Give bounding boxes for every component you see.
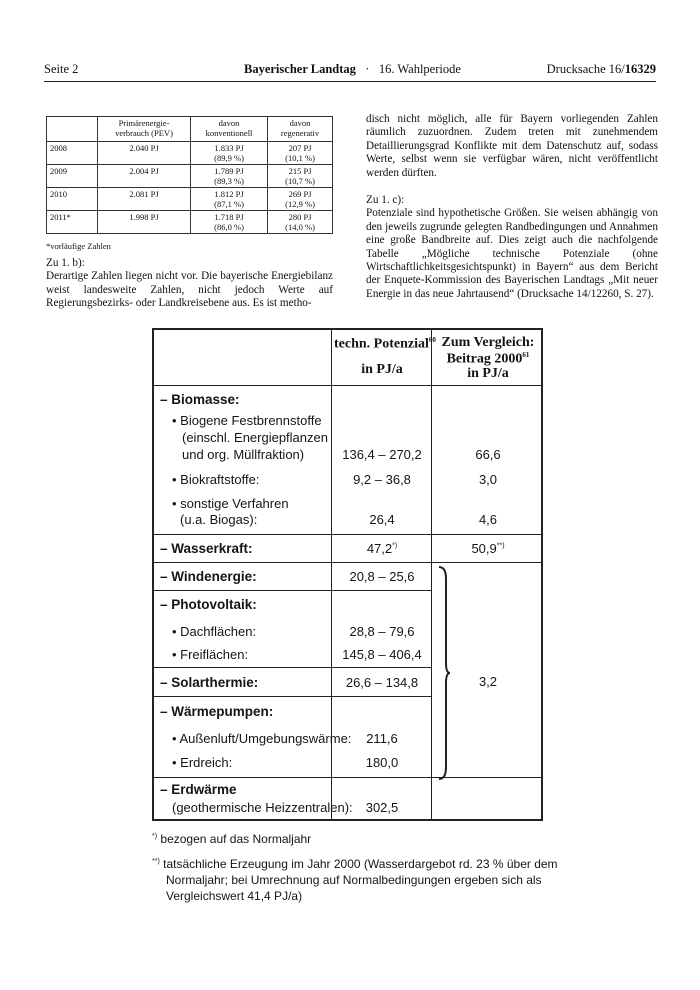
header-landtag: Bayerischer Landtag	[244, 62, 356, 76]
row-dachflaechen: • Dachflächen:	[172, 624, 257, 639]
row-wasserkraft: – Wasserkraft:	[160, 541, 253, 556]
festbrennstoffe-beitrag: 66,6	[475, 447, 501, 462]
dachflaechen-potential: 28,8 – 79,6	[349, 624, 415, 639]
paragraph-1b-cont: disch nicht möglich, alle für Bayern vorliegenden Zahlen räumlich zuzuordnen. Zudem treten mit zunehmendem Detaillierungsgrad Konflikte mit dem Datenschutz auf, sodass Werte, selbst wenn sie verfügbar wären, nicht veröffentlicht werden dürften.	[366, 113, 658, 179]
row-freiflaechen: • Freiflächen:	[172, 647, 249, 662]
row-reg: 215 PJ (10,7 %)	[268, 165, 333, 188]
row-erdwaerme-2: (geothermische Heizzentralen):	[172, 800, 353, 815]
row-year: 2011*	[47, 211, 98, 234]
pev-table-header-empty	[47, 117, 98, 142]
row-year: 2009	[47, 165, 98, 188]
row-sonstige-2: (u.a. Biogas):	[180, 512, 258, 527]
right-column	[366, 113, 658, 301]
table-row	[47, 211, 333, 234]
row-erdwaerme: – Erdwärme	[160, 782, 237, 797]
pev-table-header-konv: davon konventionell	[191, 117, 268, 142]
festbrennstoffe-potential: 136,4 – 270,2	[342, 447, 422, 462]
row-konv: 1.812 PJ (87,1 %)	[191, 188, 268, 211]
solarthermie-potential: 26,6 – 134,8	[345, 675, 419, 690]
row-pev: 1.998 PJ	[98, 211, 191, 234]
row-waermepumpen: – Wärmepumpen:	[160, 704, 274, 719]
page-number: Seite 2	[44, 62, 79, 76]
table-row	[47, 142, 333, 165]
row-reg: 280 PJ (14,0 %)	[268, 211, 333, 234]
section-heading-1c: Zu 1. c):	[366, 194, 405, 207]
group-beitrag: 3,2	[478, 674, 498, 689]
erdwaerme-potential: 302,5	[365, 800, 399, 815]
row-erdreich: • Erdreich:	[172, 755, 233, 770]
row-rule	[154, 590, 431, 591]
windenergie-potential: 20,8 – 25,6	[349, 569, 415, 584]
header-center	[244, 62, 461, 77]
header-rule	[154, 385, 541, 386]
table-row	[47, 165, 333, 188]
row-reg: 269 PJ (12,9 %)	[268, 188, 333, 211]
sonstige-beitrag: 4,6	[478, 512, 498, 527]
aussenluft-potential: 211,6	[366, 731, 398, 746]
row-solarthermie: – Solarthermie:	[160, 675, 259, 690]
row-rule	[154, 696, 431, 697]
row-pev: 2.004 PJ	[98, 165, 191, 188]
biokraftstoffe-potential: 9,2 – 36,8	[353, 472, 411, 487]
page-header	[44, 62, 656, 80]
col-header-potential: techn. Potenzial$^{60}$	[334, 336, 436, 352]
header-drucksache: Drucksache 16/16329	[546, 62, 656, 76]
paragraph-1c: Potenziale sind hypothetische Größen. Sie weisen abhängig von den jeweils zugrunde gelegten Randbedingungen und Annahmen eine große Bandbreite auf. Dies zeigt auch die nachfolgende Tabelle „Mögliche technische Potenziale (ohne Wirtschaftlichkeitsgesichtspunkt) in Bayern“ aus dem Bericht der Enquete-Kommission des Bayerischen Landtags „Mit neuer Energie in das neue Jahrtausend“ (Drucksache 14/12260, S. 27).	[366, 207, 658, 300]
row-aussenluft: • Außenluft/Umgebungswärme:	[172, 731, 352, 746]
section-heading-1b: Zu 1. b):	[46, 257, 85, 269]
row-konv: 1.718 PJ (86,0 %)	[191, 211, 268, 234]
paragraph-1b: Derartige Zahlen liegen nicht vor. Die bayerische Energiebilanz weist landesweite Zahlen, nicht jedoch Werte auf Regierungsbezirks- oder Landkreisebene aus. Es ist metho-	[46, 270, 333, 310]
col-header-potential-unit: in PJ/a	[361, 362, 403, 377]
row-pev: 2.040 PJ	[98, 142, 191, 165]
col-header-beitrag: Beitrag 2000$^{61}$	[446, 351, 530, 367]
row-year: 2008	[47, 142, 98, 165]
freiflaechen-potential: 145,8 – 406,4	[342, 647, 422, 662]
header-separator: ·	[365, 62, 370, 76]
row-photovoltaik: – Photovoltaik:	[160, 597, 257, 612]
row-rule	[154, 667, 431, 668]
header-rule	[44, 81, 656, 82]
table-col-divider	[431, 330, 432, 819]
header-wahlperiode: 16. Wahlperiode	[378, 62, 461, 76]
table-row	[47, 188, 333, 211]
footnote-2: **) tatsächliche Erzeugung im Jahr 2000 (Wasserdargebot rd. 23 % über dem Normaljahr; bei Umrechnung auf Normalbedingungen ergeben sich als Vergleichswert 41,4 PJ/a)	[152, 857, 558, 903]
row-rule	[154, 534, 541, 535]
row-windenergie: – Windenergie:	[160, 569, 257, 584]
row-rule	[154, 562, 541, 563]
row-year: 2010	[47, 188, 98, 211]
erdreich-potential: 180,0	[365, 755, 399, 770]
potential-table	[152, 328, 543, 821]
row-pev: 2.081 PJ	[98, 188, 191, 211]
pev-table-header-pev: Primärenergie- verbrauch (PEV)	[98, 117, 191, 142]
row-rule	[154, 777, 541, 778]
pev-table-header-row	[47, 117, 333, 142]
row-festbrennstoffe-3: und org. Müllfraktion)	[182, 447, 305, 462]
left-column	[46, 257, 333, 311]
row-biomasse: – Biomasse:	[160, 392, 240, 407]
row-sonstige-1: • sonstige Verfahren	[172, 496, 289, 511]
row-konv: 1.833 PJ (89,9 %)	[191, 142, 268, 165]
biokraftstoffe-beitrag: 3,0	[478, 472, 498, 487]
col-header-vergleich: Zum Vergleich:	[441, 335, 535, 350]
row-biokraftstoffe: • Biokraftstoffe:	[172, 472, 260, 487]
footnote-1: *) bezogen auf das Normaljahr	[152, 832, 312, 846]
row-festbrennstoffe-1: • Biogene Festbrennstoffe	[172, 413, 322, 428]
row-festbrennstoffe-2: (einschl. Energiepflanzen	[182, 430, 328, 445]
col-header-vergleich-unit: in PJ/a	[467, 366, 509, 381]
wasserkraft-potential: 47,2*)	[366, 541, 398, 556]
row-reg: 207 PJ (10,1 %)	[268, 142, 333, 165]
sonstige-potential: 26,4	[369, 512, 395, 527]
pev-table-note: *vorläufige Zahlen	[46, 241, 111, 251]
curly-brace-icon	[437, 565, 451, 781]
wasserkraft-beitrag: 50,9**)	[471, 541, 505, 556]
pev-table-header-reg: davon regenerativ	[268, 117, 333, 142]
row-konv: 1.789 PJ (89,3 %)	[191, 165, 268, 188]
pev-table	[46, 116, 333, 234]
